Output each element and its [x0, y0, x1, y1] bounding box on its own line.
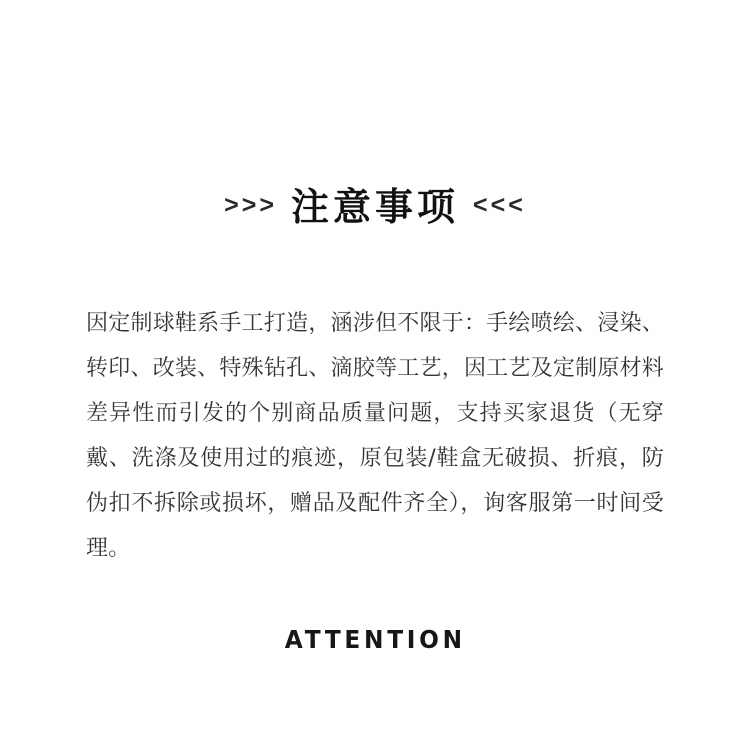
- notice-body: [86, 279, 664, 593]
- right-chevron-marker: <<<: [473, 191, 526, 219]
- attention-wordmark: ATTENTION: [284, 625, 466, 654]
- footer: [0, 625, 750, 654]
- page-title: [224, 176, 526, 231]
- title-text: 注意事项: [290, 185, 459, 229]
- left-chevron-marker: >>>: [224, 191, 277, 219]
- notice-paragraph: 因定制球鞋系手工打造，涵涉但不限于：手绘喷绘、浸染、转印、改装、特殊钻孔、滴胶等工艺，因工艺及定制原材料差异性而引发的个别商品质量问题，支持买家退货（无穿戴、洗涤及使用过的痕迹，原包装/鞋盒无破损、折痕，防伪扣不拆除或损坏，赠品及配件齐全），询客服第一时间受理。: [86, 311, 664, 561]
